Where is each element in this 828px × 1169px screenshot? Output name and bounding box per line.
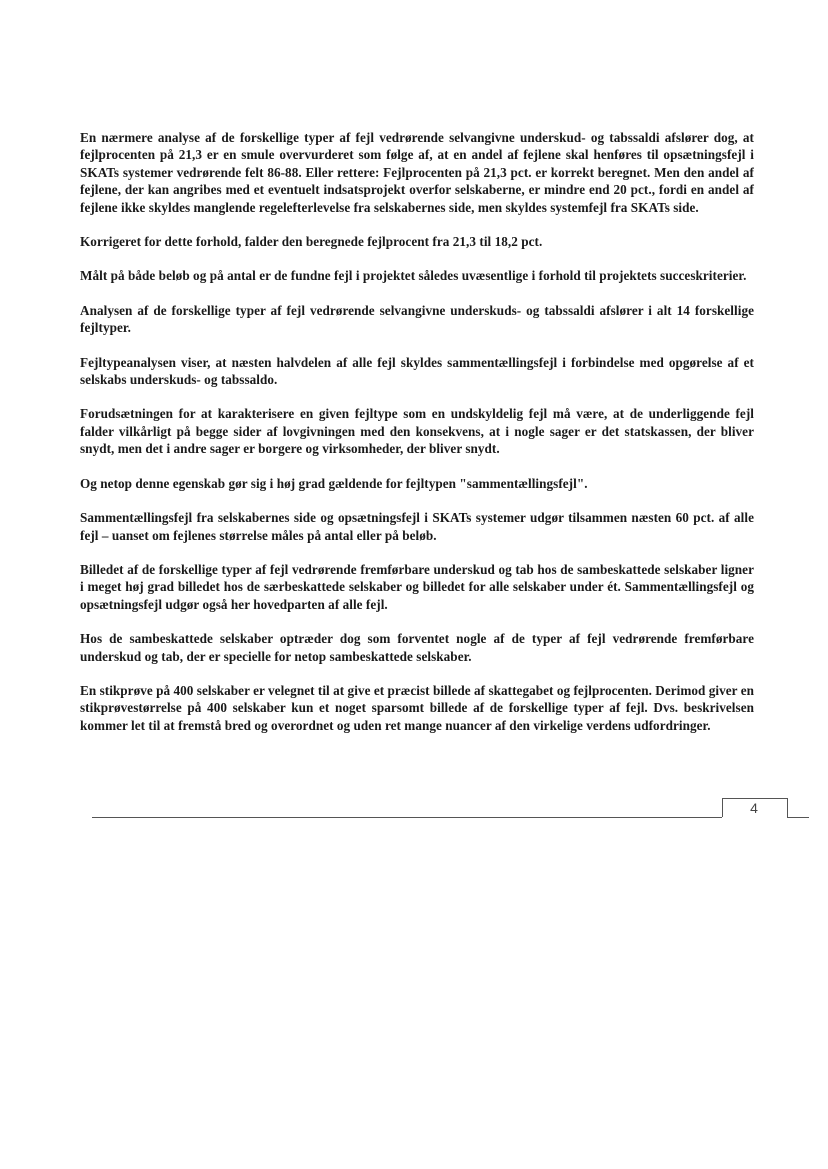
footer-rule-tail: [787, 817, 809, 818]
paragraph-6: Forudsætningen for at karakterisere en given fejltype som en undskyldelig fejl må være, at de underliggende fejl falder vilkårligt på begge sider af lovgivningen med den konsekvens, at i nogle sager er det statskassen, der bliver snydt, men det i andre sager er borgere og virksomheder, der bliver snydt.: [80, 406, 754, 457]
paragraph-4: Analysen af de forskellige typer af fejl vedrørende selvangivne underskuds- og tabssaldi afslører i alt 14 forskellige fejltyper.: [80, 302, 754, 336]
paragraph-11: En stikprøve på 400 selskaber er velegnet til at give et præcist billede af skattegabet og fejlprocenten. Derimod giver en stikprøvestørrelse på 400 selskaber kun et noget sparsomt billede af de forskellige typer af fejl. Dvs. beskrivelsen kommer let til at fremstå bred og overordnet og uden ret mange nuancer af den virkelige verdens udfordringer.: [80, 682, 754, 733]
paragraph-8: Sammentællingsfejl fra selskabernes side og opsætningsfejl i SKATs systemer udgør tilsammen næsten 60 pct. af alle fejl – uanset om fejlenes størrelse måles på antal eller på beløb.: [80, 510, 754, 543]
paragraph-9: Billedet af de forskellige typer af fejl vedrørende fremførbare underskud og tab hos de sambeskattede selskaber ligner i meget høj grad billedet hos de særbeskattede selskaber og billedet for alle selskaber under ét. Sammentællingsfejl og opsætningsfejl udgør også her hovedparten af alle fejl.: [80, 561, 754, 612]
paragraph-5: Fejltypeanalysen viser, at næsten halvdelen af alle fejl skyldes sammentællingsfejl i forbindelse med opgørelse af et selskabs underskuds- og tabssaldo.: [80, 354, 754, 388]
paragraph-3: Målt på både beløb og på antal er de fundne fejl i projektet således uvæsentlige i forhold til projektets succeskriterier.: [80, 268, 747, 284]
paragraph-2: Korrigeret for dette forhold, falder den beregnede fejlprocent fra 21,3 til 18,2 pct.: [80, 234, 543, 250]
body-text: [80, 129, 754, 751]
footer-rule: [92, 817, 722, 818]
paragraph-7: Og netop denne egenskab gør sig i høj grad gældende for fejltypen "sammentællingsfejl".: [80, 475, 588, 491]
paragraph-1: En nærmere analyse af de forskellige typer af fejl vedrørende selvangivne underskud- og tabssaldi afslører dog, at fejlprocenten på 21,3 er en smule overvurderet som følge af, at en andel af fejlene skal henføres til opsætningsfejl i SKATs systemer vedrørende felt 86-88. Eller rettere: Fejlprocenten på 21,3 pct. er korrekt beregnet. Men den andel af fejlene, der kan angribes med et eventuelt indsatsprojekt overfor selskaberne, er mindre end 20 pct., fordi en andel af fejlene ikke skyldes manglende regelefterlevelse fra selskabernes side, men skyldes systemfejl fra SKATs side.: [80, 130, 754, 215]
paragraph-10: Hos de sambeskattede selskaber optræder dog som forventet nogle af de typer af fejl vedrørende fremførbare underskud og tab, der er specielle for netop sambeskattede selskaber.: [80, 631, 754, 664]
page-number: 4: [750, 800, 758, 816]
